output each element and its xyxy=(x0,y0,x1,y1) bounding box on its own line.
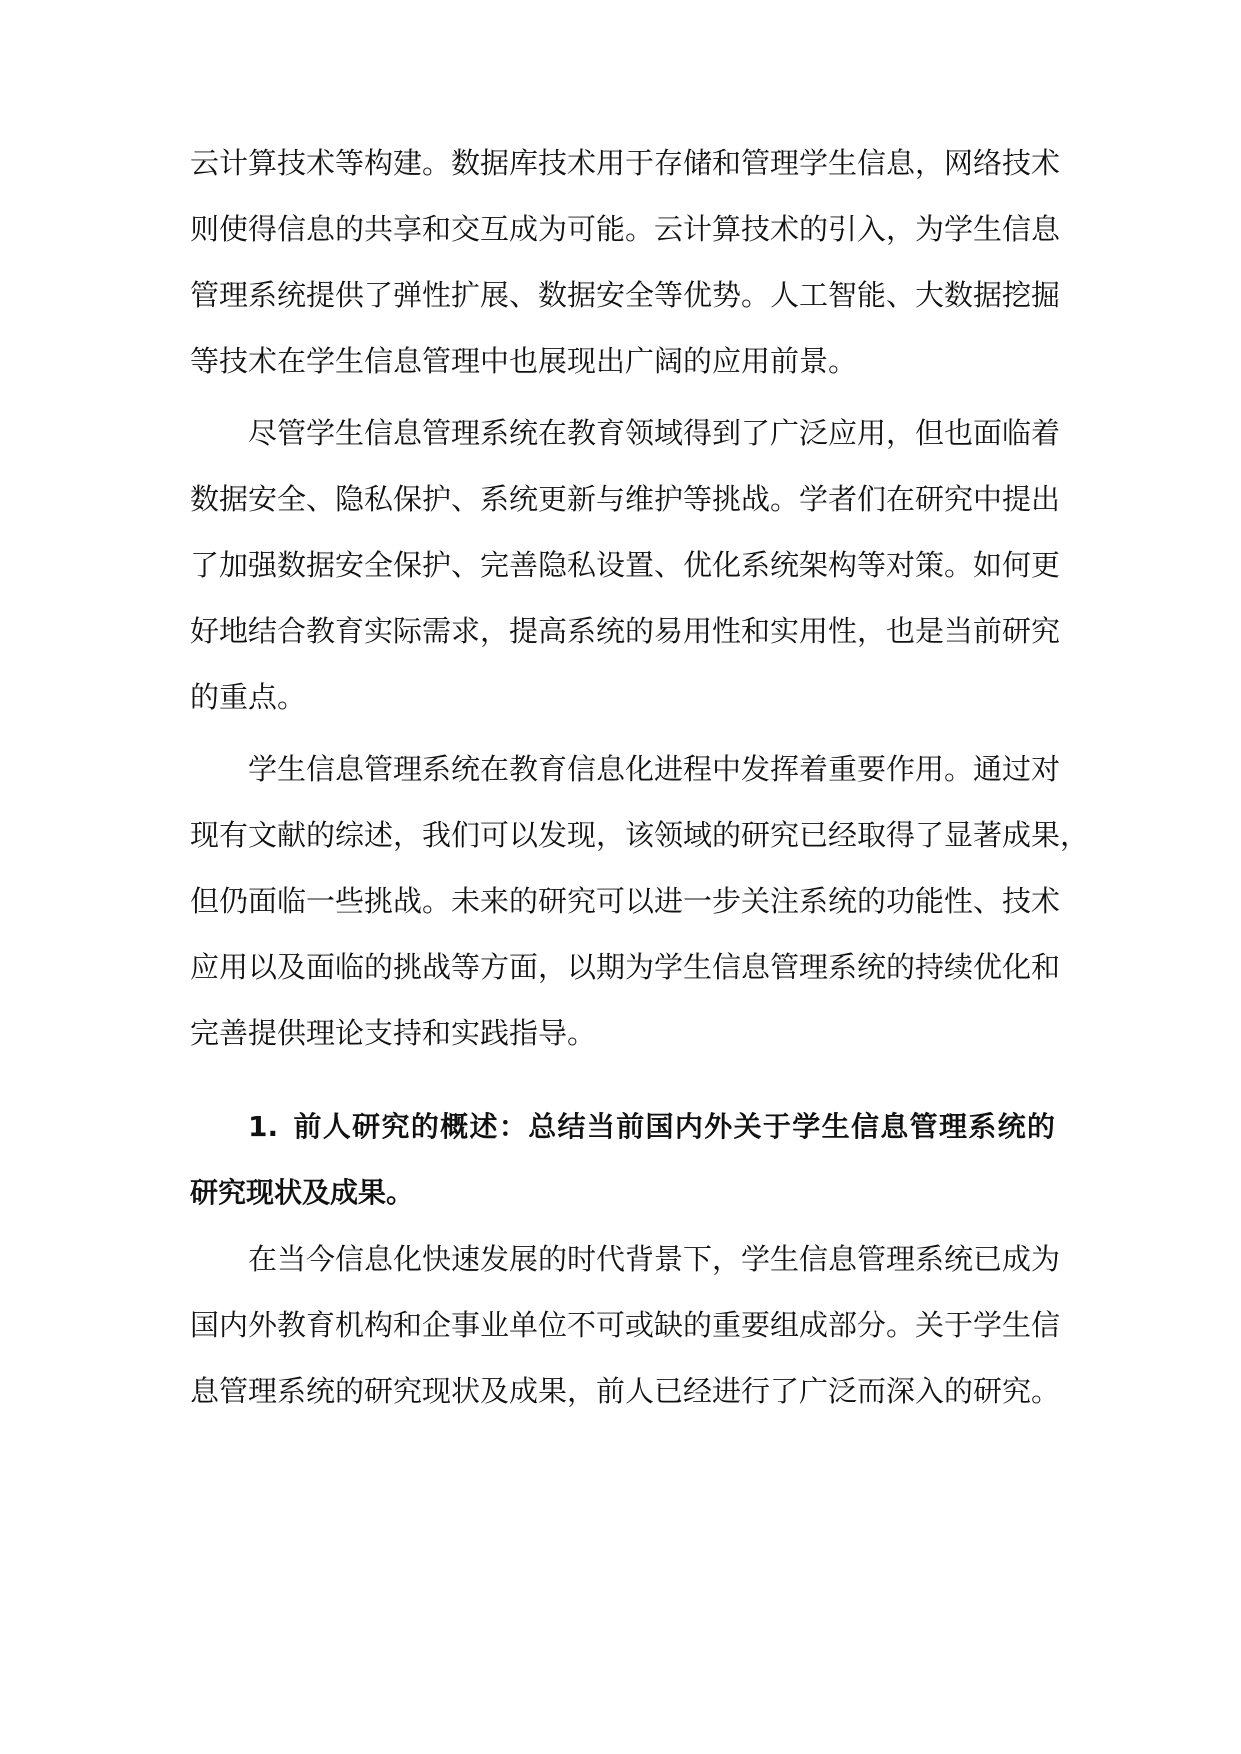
heading-line: 研究现状及成果。 xyxy=(190,1176,415,1209)
text-line: 应用以及面临的挑战等方面，以期为学生信息管理系统的持续优化和 xyxy=(190,950,1061,984)
text-line: 好地结合教育实际需求，提高系统的易用性和实用性，也是当前研究 xyxy=(190,614,1061,648)
text-line: 则使得信息的共享和交互成为可能。云计算技术的引入，为学生信息 xyxy=(190,212,1061,246)
heading-number: 1. xyxy=(248,1110,279,1143)
text-line: 但仍面临一些挑战。未来的研究可以进一步关注系统的功能性、技术 xyxy=(190,884,1061,918)
text-line: 完善提供理论支持和实践指导。 xyxy=(190,1016,597,1050)
text-line: 现有文献的综述，我们可以发现，该领域的研究已经取得了显著成果， xyxy=(190,818,1090,852)
paragraph-3 xyxy=(190,736,1090,1066)
section-heading xyxy=(190,1094,1055,1226)
paragraph-2 xyxy=(190,400,1061,730)
text-line: 数据安全、隐私保护、系统更新与维护等挑战。学者们在研究中提出 xyxy=(190,482,1061,516)
text-line: 尽管学生信息管理系统在教育领域得到了广泛应用，但也面临着 xyxy=(248,416,1061,450)
text-line: 在当今信息化快速发展的时代背景下，学生信息管理系统已成为 xyxy=(248,1242,1061,1276)
paragraph-4 xyxy=(190,1226,1061,1424)
text-line: 息管理系统的研究现状及成果，前人已经进行了广泛而深入的研究。 xyxy=(190,1374,1061,1408)
text-line: 学生信息管理系统在教育信息化进程中发挥着重要作用。通过对 xyxy=(248,752,1061,786)
text-line: 管理系统提供了弹性扩展、数据安全等优势。人工智能、大数据挖掘 xyxy=(190,278,1061,312)
text-line: 国内外教育机构和企事业单位不可或缺的重要组成部分。关于学生信 xyxy=(190,1308,1061,1342)
text-line: 了加强数据安全保护、完善隐私设置、优化系统架构等对策。如何更 xyxy=(190,548,1061,582)
text-line: 等技术在学生信息管理中也展现出广阔的应用前景。 xyxy=(190,344,858,378)
section-gap xyxy=(190,1066,1055,1094)
document-page xyxy=(190,130,1090,1424)
heading-text: 前人研究的概述：总结当前国内外关于学生信息管理系统的 xyxy=(292,1110,1055,1143)
text-line: 的重点。 xyxy=(190,680,307,714)
text-line: 云计算技术等构建。数据库技术用于存储和管理学生信息，网络技术 xyxy=(190,146,1061,180)
heading-line xyxy=(190,1094,1055,1160)
paragraph-1 xyxy=(190,130,1061,394)
